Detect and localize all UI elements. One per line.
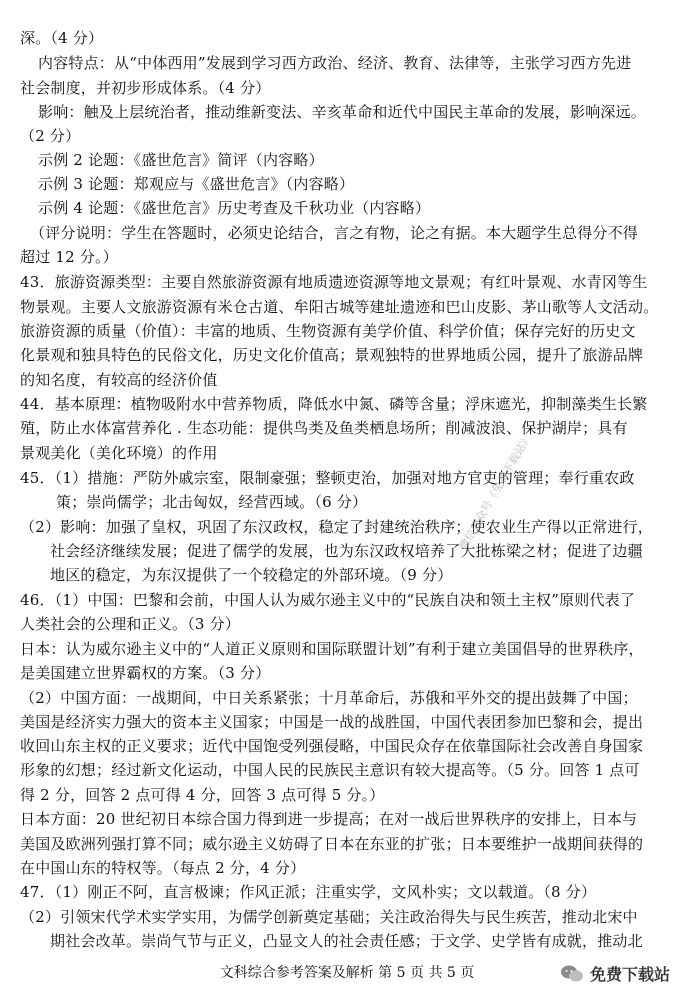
text-line: 在中国山东的特权等。（每点 2 分，4 分） — [20, 859, 306, 877]
text-line: 景观美化（美化环境）的作用 — [20, 444, 218, 462]
text-line: 超过 12 分。） — [20, 248, 118, 266]
text-line: 影响：触及上层统治者，推动维新变法、辛亥革命和近代中国民主革命的发展，影响深远。 — [38, 103, 647, 121]
text-line: 的知名度，有较高的经济价值 — [20, 371, 218, 389]
text-line: 收回山东主权的正义要求；近代中国饱受列强侵略，中国民众存在依靠国际社会改善自身国家 — [20, 737, 644, 755]
text-line: 社会经济继续发展；促进了儒学的发展，也为东汉政权培养了大批栋梁之材；促进了边疆 — [50, 542, 643, 560]
text-line: 美国是经济实力强大的资本主义国家；中国是一战的战胜国，中国代表团参加巴黎和会，提出 — [20, 713, 644, 731]
text-line: 化景观和独具特色的民俗文化，历史文化价值高；景观独特的世界地质公园，提升了旅游品牌 — [20, 346, 644, 364]
text-line: 人类社会的公理和正义。（3 分） — [20, 615, 241, 633]
text-line: （2）中国方面：一战期间，中日关系紧张；十月革命后，苏俄和平外交的提出鼓舞了中国； — [20, 689, 638, 707]
text-line: 日本方面：20 世纪初日本综合国力得到进一步提高；在对一战后世界秩序的安排上，日本与 — [20, 810, 638, 828]
text-line: 得 2 分，回答 2 点可得 4 分，回答 3 点可得 5 分。） — [20, 786, 385, 804]
text-line: 示例 2 论题：《盛世危言》简评（内容略） — [38, 151, 324, 169]
text-line: 内容特点：从“中体西用”发展到学习西方政治、经济、教育、法律等，主张学习西方先进 — [38, 54, 632, 72]
text-line: 社会制度，并初步形成体系。（4 分） — [20, 79, 271, 97]
wechat-label: 免费下载站 — [590, 965, 671, 984]
wechat-icon — [560, 964, 584, 984]
text-line: 策；崇尚儒学；北击匈奴，经营西域。（6 分） — [56, 493, 368, 511]
text-line: （2）影响：加强了皇权，巩固了东汉政权，稳定了封建统治秩序；使农业生产得以正常进行， — [20, 518, 653, 536]
text-line: 深。（4 分） — [20, 29, 104, 47]
wechat-badge — [560, 962, 670, 985]
text-line: （2）引领宋代学术实学实用，为儒学创新奠定基础；关注政治得失与民生疾苦，推动北宋中 — [20, 908, 638, 926]
text-line: 形象的幻想；经过新文化运动，中国人民的民族民主意识有较大提高等。（5 分。回答 1 点可 — [20, 761, 640, 779]
text-line: 44．基本原理：植物吸附水中营养物质，降低水中氮、磷等含量；浮床遮光，抑制藻类生长繁 — [20, 395, 648, 413]
watermark: 微信公众号《免费下载站》 — [456, 431, 534, 553]
text-line: （评分说明：学生在答题时，必须史论结合，言之有物，论之有据。本大题学生总得分不得 — [30, 224, 639, 242]
text-line: 美国及欧洲列强打算不同；威尔逊主义妨碍了日本在东亚的扩张；日本要维护一战期间获得的 — [20, 835, 644, 853]
text-line: 是美国建立世界霸权的方案。（3 分） — [20, 664, 271, 682]
text-line: 46．（1）中国：巴黎和会前，中国人认为威尔逊主义中的“民族自决和领土主权”原则代表了 — [20, 591, 636, 609]
text-line: 殖，防止水体富营养化 . 生态功能：提供鸟类及鱼类栖息场所；削减波浪、保护湖岸；具有 — [20, 419, 628, 437]
text-line: 日本：认为威尔逊主义中的“人道正义原则和国际联盟计划”有利于建立美国倡导的世界秩序， — [20, 640, 644, 658]
text-line: 期社会改革。崇尚气节与正义，凸显文人的社会责任感；于文学、史学皆有成就，推动北 — [50, 932, 643, 950]
text-line: 45．（1）措施：严防外戚宗室，限制豪强；整顿吏治，加强对地方官吏的管理；奉行重农政 — [20, 469, 635, 487]
text-line: 43．旅游资源类型：主要自然旅游资源有地质遗迹资源等地文景观；有红叶景观、水青冈等生 — [20, 273, 648, 291]
text-line: 物景观。主要人文旅游资源有米仓古道、牟阳古城等建址遗迹和巴山皮影、茅山歌等人文活动。 — [20, 298, 659, 316]
text-line: 示例 3 论题：郑观应与《盛世危言》（内容略） — [38, 175, 355, 193]
text-line: 47．（1）刚正不阿，直言极谏；作风正派；注重实学，文风朴实；文以载道。（8 分） — [20, 883, 597, 901]
text-line: 旅游资源的质量（价值）：丰富的地质、生物资源有美学价值、科学价值；保存完好的历史文 — [20, 322, 636, 340]
footer-text: 文科综合参考答案及解析 第 5 页 共 5 页 — [219, 965, 475, 981]
text-line: 地区的稳定，为东汉提供了一个较稳定的外部环境。（9 分） — [50, 566, 453, 584]
text-line: 示例 4 论题：《盛世危言》历史考查及千秋功业（内容略） — [38, 199, 431, 217]
text-line: （2 分） — [20, 127, 81, 145]
